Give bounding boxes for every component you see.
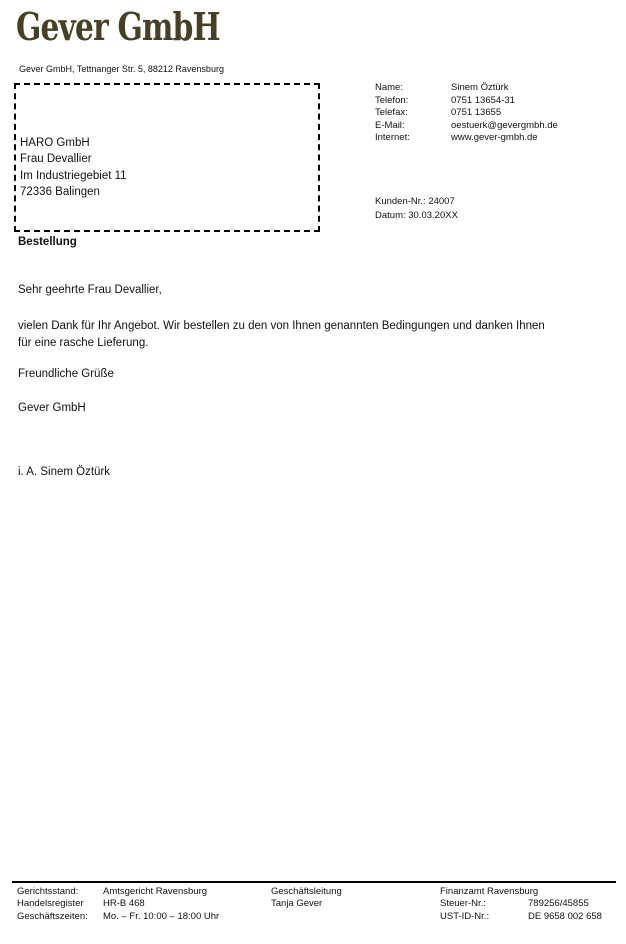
contact-row-internet — [375, 132, 558, 145]
footer-label: Handelsregister — [17, 898, 84, 910]
footer-label: Gerichtsstand: — [17, 886, 79, 897]
contact-value: 0751 13654-31 — [451, 94, 515, 106]
recipient-company: HARO GmbH — [20, 137, 90, 149]
signing-company: Gever GmbH — [18, 402, 86, 414]
contact-label: Name: — [375, 82, 403, 93]
sender-address-line: Gever GmbH, Tettnanger Str. 5, 88212 Ravensburg — [19, 64, 224, 74]
footer-value: Amtsgericht Ravensburg — [103, 886, 208, 897]
body-line-1: vielen Dank für Ihr Angebot. Wir bestellen zu den von Ihnen genannten Bedingungen und danken Ihnen — [18, 320, 545, 332]
management-name: Tanja Gever — [271, 898, 323, 910]
footer-row-tax-number — [440, 898, 602, 910]
contact-label: E-Mail: — [375, 119, 405, 131]
footer-row-court — [17, 886, 219, 898]
contact-value: www.gever-gmbh.de — [451, 132, 538, 144]
footer-value: HR-B 468 — [103, 898, 145, 910]
closing-phrase: Freundliche Grüße — [18, 368, 114, 380]
footer-legal-column — [17, 886, 219, 923]
management-title: Geschäftsleitung — [271, 886, 342, 897]
subject-line: Bestellung — [18, 236, 77, 248]
contact-row-name — [375, 82, 558, 95]
salutation: Sehr geehrte Frau Devallier, — [18, 284, 162, 296]
footer-value: DE 9658 002 658 — [528, 910, 602, 922]
customer-number: Kunden-Nr.: 24007 — [375, 196, 455, 207]
footer-tax-column — [440, 886, 602, 923]
recipient-street: Im Industriegebiet 11 — [20, 169, 127, 182]
contact-value: Sinem Öztürk — [451, 82, 509, 93]
body-paragraph — [18, 318, 614, 352]
letter-date: Datum: 30.03.20XX — [375, 209, 458, 221]
footer-label: Steuer-Nr.: — [440, 898, 486, 910]
footer-label: Geschäftszeiten: — [17, 910, 88, 922]
signature-line: i. A. Sinem Öztürk — [18, 466, 111, 478]
footer-value: 789256/45855 — [528, 898, 589, 910]
contact-label: Internet: — [375, 132, 410, 144]
body-line-2: für eine rasche Lieferung. — [18, 337, 149, 349]
footer-row-vat-id — [440, 911, 602, 923]
meta-block — [375, 195, 458, 223]
footer-row-hours — [17, 911, 219, 923]
contact-row-fax — [375, 107, 558, 120]
footer-management-column — [271, 886, 342, 911]
recipient-address-box — [14, 83, 320, 232]
contact-label: Telefon: — [375, 94, 409, 106]
recipient-address — [20, 135, 127, 200]
contact-info-block — [375, 82, 558, 145]
tax-office: Finanzamt Ravensburg — [440, 886, 539, 897]
company-logo: Gever GmbH — [16, 4, 220, 49]
contact-label: Telefax: — [375, 107, 408, 119]
contact-row-email — [375, 120, 558, 133]
footer-label: UST-ID-Nr.: — [440, 910, 490, 922]
recipient-city: 72336 Balingen — [20, 185, 100, 198]
footer-value: Mo. – Fr. 10:00 – 18:00 Uhr — [103, 910, 220, 922]
contact-value: oestuerk@gevergmbh.de — [451, 119, 558, 131]
contact-row-phone — [375, 95, 558, 108]
footer-divider — [12, 881, 616, 883]
footer-row-register — [17, 898, 219, 910]
recipient-contact-person: Frau Devallier — [20, 153, 92, 166]
contact-value: 0751 13655 — [451, 107, 502, 119]
